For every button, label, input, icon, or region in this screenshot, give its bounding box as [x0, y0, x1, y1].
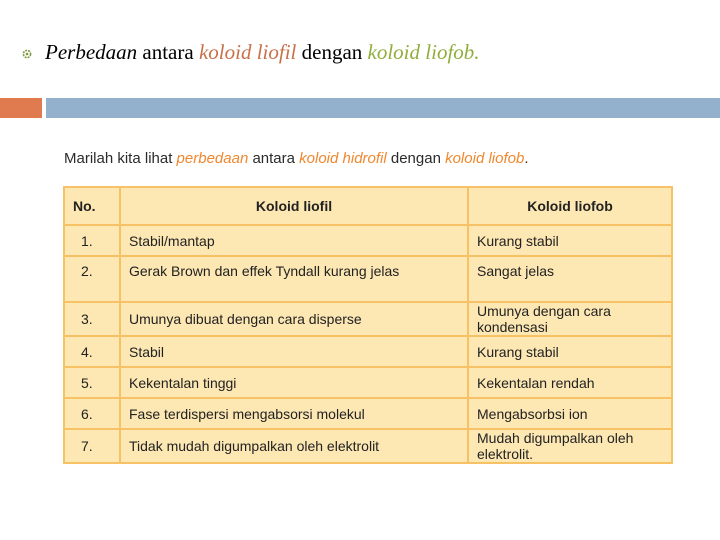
- liofob-cell: Sangat jelas: [468, 256, 672, 302]
- gear-bullet-icon: [22, 49, 32, 59]
- row-number: 3.: [64, 302, 120, 336]
- intro-highlight-koloid-hidrofil: koloid hidrofil: [299, 150, 387, 167]
- liofob-cell: Mengabsorbsi ion: [468, 398, 672, 429]
- table-row: [64, 429, 672, 463]
- row-number: 7.: [64, 429, 120, 463]
- title-part-dengan: dengan: [296, 40, 368, 64]
- liofob-cell: Kurang stabil: [468, 225, 672, 256]
- intro-part: .: [524, 150, 529, 167]
- row-number: 1.: [64, 225, 120, 256]
- liofob-cell: Umunya dengan cara kondensasi: [468, 302, 672, 336]
- table-row: [64, 367, 672, 398]
- row-number: 5.: [64, 367, 120, 398]
- table-row: [64, 256, 672, 302]
- intro-highlight-perbedaan: perbedaan: [176, 150, 249, 167]
- row-number: 4.: [64, 336, 120, 367]
- accent-bar-orange: [0, 98, 42, 118]
- table-header-row: [64, 187, 672, 225]
- liofob-cell: Kurang stabil: [468, 336, 672, 367]
- intro-part: Marilah kita lihat: [64, 150, 177, 167]
- title-part-perbedaan: Perbedaan: [45, 40, 138, 64]
- liofil-cell: Tidak mudah digumpalkan oleh elektrolit: [120, 429, 468, 463]
- liofil-cell: Umunya dibuat dengan cara disperse: [120, 302, 468, 336]
- accent-bar-blue: [46, 98, 720, 118]
- table-row: [64, 225, 672, 256]
- liofob-cell: Kekentalan rendah: [468, 367, 672, 398]
- header-koloid-liofob: Koloid liofob: [468, 187, 672, 225]
- title-part-koloid-liofob: koloid liofob.: [367, 40, 480, 64]
- liofil-cell: Stabil: [120, 336, 468, 367]
- table-row: [64, 336, 672, 367]
- intro-part: dengan: [386, 150, 446, 167]
- liofil-cell: Fase terdispersi mengabsorsi molekul: [120, 398, 468, 429]
- intro-highlight-koloid-liofob: koloid liofob: [445, 150, 525, 167]
- intro-part: antara: [248, 150, 300, 167]
- intro-sentence: [64, 150, 528, 167]
- row-number: 2.: [64, 256, 120, 302]
- header-no: No.: [64, 187, 120, 225]
- title-part-koloid-liofil: koloid liofil: [198, 40, 297, 64]
- slide-title-row: [22, 40, 710, 65]
- liofil-cell: Kekentalan tinggi: [120, 367, 468, 398]
- comparison-table: [63, 186, 673, 464]
- slide-title: [45, 40, 480, 65]
- table-row: [64, 302, 672, 336]
- row-number: 6.: [64, 398, 120, 429]
- header-koloid-liofil: Koloid liofil: [120, 187, 468, 225]
- liofil-cell: Gerak Brown dan effek Tyndall kurang jelas: [120, 256, 468, 302]
- liofil-cell: Stabil/mantap: [120, 225, 468, 256]
- table-row: [64, 398, 672, 429]
- liofob-cell: Mudah digumpalkan oleh elektrolit.: [468, 429, 672, 463]
- title-part-antara: antara: [137, 40, 199, 64]
